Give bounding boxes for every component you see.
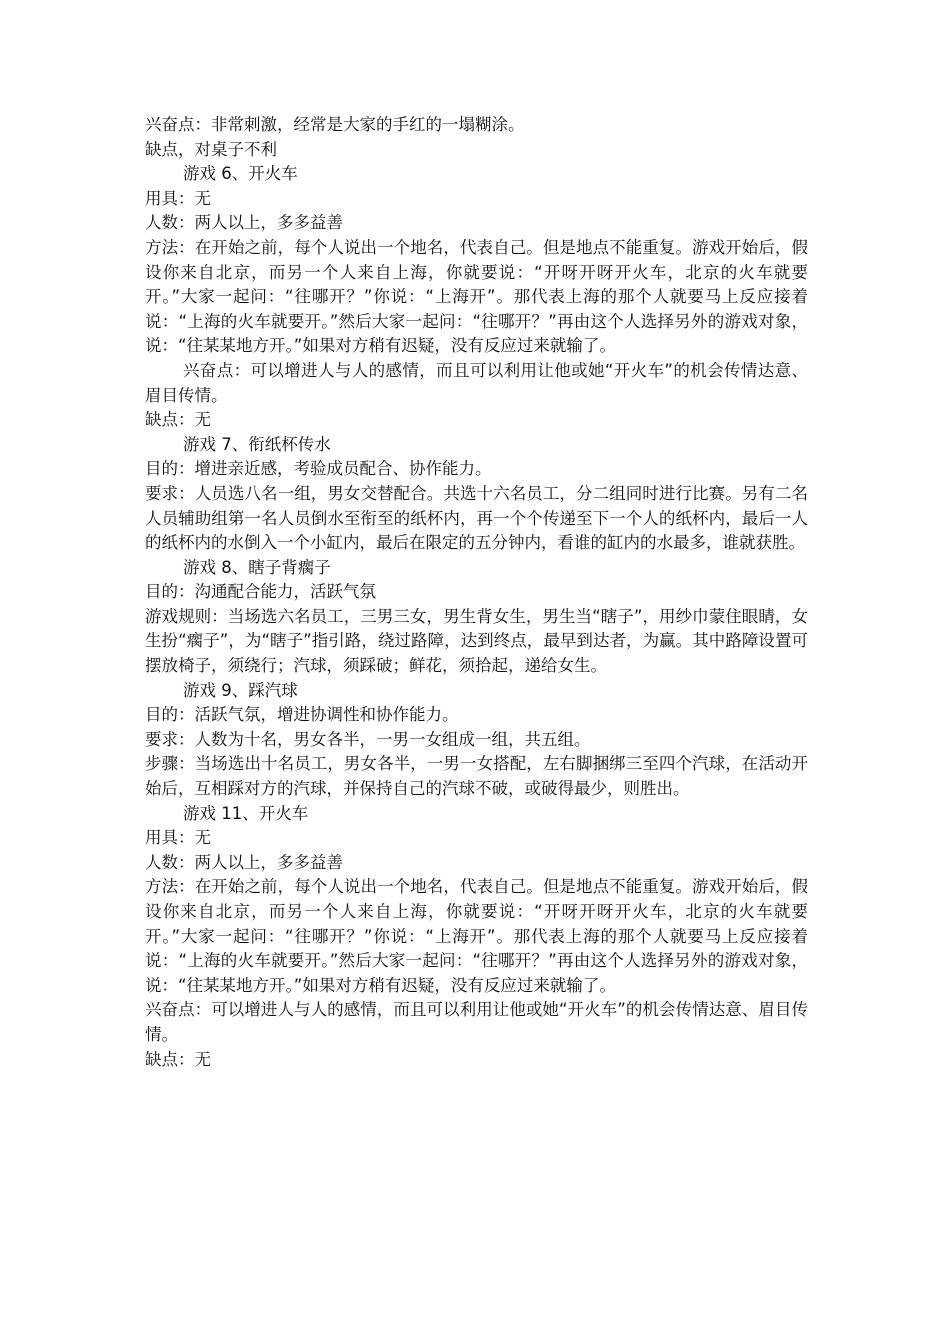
heading-game-6: 游戏 6、开火车 [183, 164, 298, 184]
paragraph-players-11: 人数：两人以上，多多益善 [145, 852, 343, 872]
heading-game-8: 游戏 8、瞎子背瘸子 [183, 557, 331, 577]
document-page [145, 113, 808, 1072]
paragraph-purpose-8: 目的：沟通配合能力，活跃气氛 [145, 582, 376, 602]
paragraph-purpose-7: 目的：增进亲近感，考验成员配合、协作能力。 [145, 459, 492, 479]
paragraph-method-6: 方法：在开始之前，每个人说出一个地名，代表自己。但是地点不能重复。游戏开始后，假设你来自北京，而另一个人来自上海，你就要说：“开呀开呀开火车，北京的火车就要开。”大家一起问：“往哪开？”你说：“上海开”。那代表上海的那个人就要马上反应接着说：“上海的火车就要开。”然后大家一起问：“往哪开？”再由这个人选择另外的游戏对象，说：“往某某地方开。”如果对方稍有迟疑，没有反应过来就输了。 [145, 237, 808, 356]
paragraph-drawback-1: 缺点，对桌子不利 [145, 139, 277, 159]
paragraph-purpose-9: 目的：活跃气氛，增进协调性和协作能力。 [145, 705, 459, 725]
heading-game-7: 游戏 7、衔纸杯传水 [183, 434, 331, 454]
paragraph-drawback-6: 缺点：无 [145, 410, 211, 430]
paragraph-tools-11: 用具：无 [145, 828, 211, 848]
paragraph-steps-9: 步骤：当场选出十名员工，男女各半，一男一女搭配，左右脚捆绑三至四个汽球，在活动开始后，互相踩对方的汽球，并保持自己的汽球不破，或破得最少，则胜出。 [145, 754, 808, 799]
paragraph-drawback-11: 缺点：无 [145, 1049, 211, 1069]
paragraph-method-11: 方法：在开始之前，每个人说出一个地名，代表自己。但是地点不能重复。游戏开始后，假设你来自北京，而另一个人来自上海，你就要说：“开呀开呀开火车，北京的火车就要开。”大家一起问：“往哪开？”你说：“上海开”。那代表上海的那个人就要马上反应接着说：“上海的火车就要开。”然后大家一起问：“往哪开？”再由这个人选择另外的游戏对象，说：“往某某地方开。”如果对方稍有迟疑，没有反应过来就输了。 [145, 877, 808, 995]
paragraph-excitement-1: 兴奋点：非常刺激，经常是大家的手红的一塌糊涂。 [145, 115, 525, 134]
paragraph-requirements-9: 要求：人数为十名，男女各半，一男一女组成一组，共五组。 [145, 729, 591, 749]
paragraph-requirements-7: 要求：人员选八名一组，男女交替配合。共选十六名员工，分二组同时进行比赛。另有二名人员辅助组第一名人员倒水至衔至的纸杯内，再一个个传递至下一个人的纸杯内，最后一人的纸杯内的水倒入一个小缸内，最后在限定的五分钟内，看谁的缸内的水最多，谁就获胜。 [145, 483, 808, 553]
paragraph-players-6: 人数：两人以上，多多益善 [145, 213, 343, 233]
paragraph-tools-6: 用具：无 [145, 188, 211, 208]
paragraph-excitement-11: 兴奋点：可以增进人与人的感情，而且可以利用让他或她“开火车”的机会传情达意、眉目传情。 [145, 1000, 808, 1044]
heading-game-9: 游戏 9、踩汽球 [183, 680, 298, 700]
paragraph-rules-8: 游戏规则：当场选六名员工，三男三女，男生背女生，男生当“瞎子”，用纱巾蒙住眼睛，女生扮“瘸子”，为“瞎子”指引路，绕过路障，达到终点，最早到达者，为赢。其中路障设置可摆放椅子，须绕行；汽球，须踩破；鲜花，须拾起，递给女生。 [145, 606, 808, 676]
heading-game-11: 游戏 11、开火车 [183, 803, 309, 823]
paragraph-excitement-6: 兴奋点：可以增进人与人的感情，而且可以利用让他或她“开火车”的机会传情达意、眉目传情。 [145, 360, 808, 405]
